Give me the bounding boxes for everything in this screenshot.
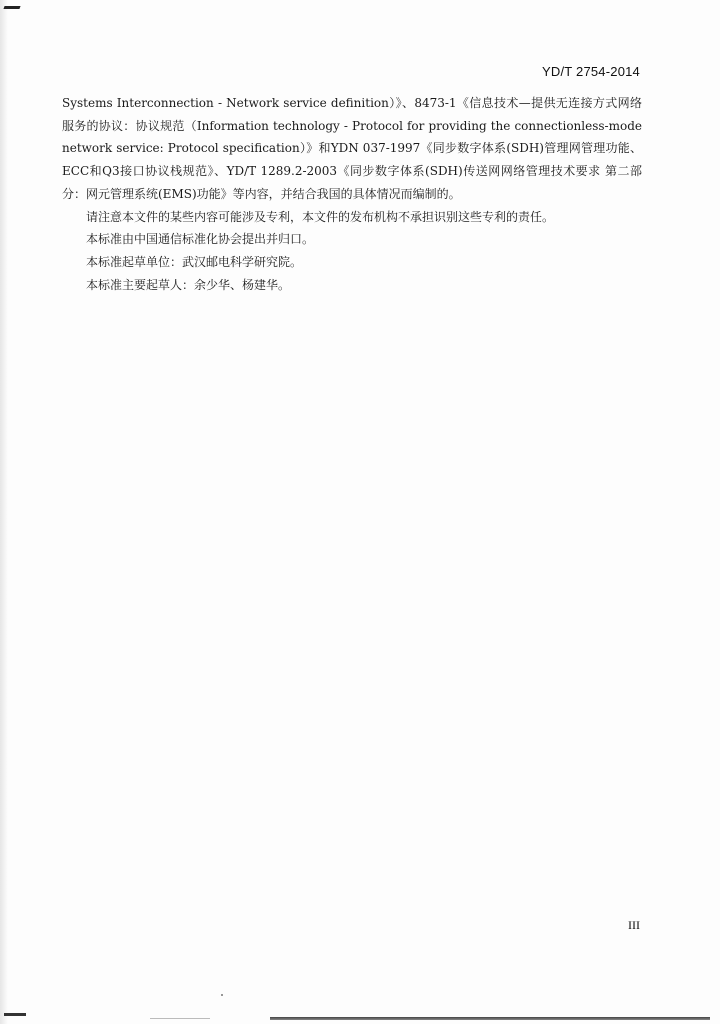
paragraph-referenced-standards: Systems Interconnection - Network service definition）》、8473-1《信息技术—提供无连接方式网络服务的协议：协议规范（Information technology - Protocol for providing the connectionless-mode network service: Protocol specification）》和YDN 037-1997《同步数字体系(SDH)管理网管理功能、ECC和Q3接口协议栈规范》、YD/T 1289.2-2003《同步数字体系(SDH)传送网网络管理技术要求 第二部分：网元管理系统(EMS)功能》等内容，并结合我国的具体情况而编制的。 [62,96,642,201]
scan-faint-line [150,1018,210,1019]
paragraph-drafters: 本标准主要起草人：余少华、杨建华。 [86,277,291,292]
paragraph-drafting-unit: 本标准起草单位：武汉邮电科学研究院。 [86,254,303,269]
foreword-body [62,92,642,296]
page-number: III [628,918,640,932]
paragraph-patent-notice: 请注意本文件的某些内容可能涉及专利，本文件的发布机构不承担识别这些专利的责任。 [86,209,555,224]
scan-shadow [0,0,8,1024]
scan-bottom-mark [4,1013,26,1016]
standard-code: YD/T 2754-2014 [542,64,640,79]
paragraph-proposer: 本标准由中国通信标准化协会提出并归口。 [86,232,315,247]
scan-corner-mark [3,6,20,9]
scan-speck [221,994,223,996]
scan-bottom-rule [270,1017,710,1020]
